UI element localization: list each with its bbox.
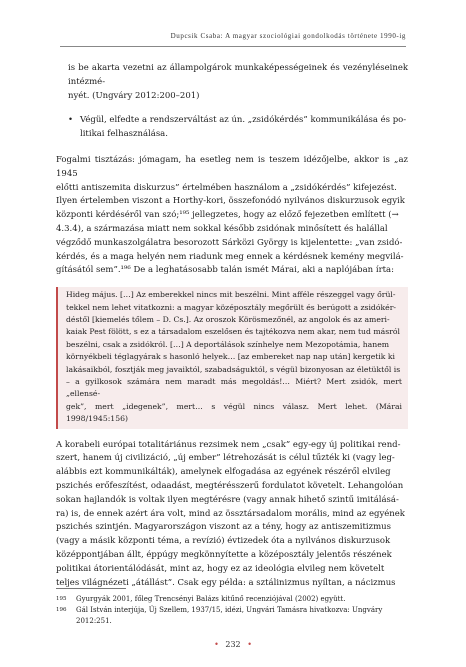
footnotes bbox=[56, 594, 408, 626]
quote-line: – a gyilkosok számára nem maradt más megoldás!… Miért? Mert zsidók, mert „ellensé- bbox=[66, 377, 402, 399]
quote-line: tekkel nem lehet vitatkozni: a magyar középosztály megőrült és berúgott a zsidókér- bbox=[66, 302, 396, 312]
page-number bbox=[0, 640, 466, 649]
text-line: pszichés szintjén. Magyarországon viszont az a tény, hogy az antiszemitizmus bbox=[56, 522, 391, 533]
block-quote bbox=[56, 287, 408, 428]
footnote bbox=[56, 594, 408, 605]
quote-line: környékbeli téglagyárak s hasonló helyek… [az embereket nap nap után] kergetik ki bbox=[66, 352, 396, 362]
footnote-number: 196 bbox=[56, 606, 67, 613]
text-line: Fogalmi tisztázás: jómagam, ha esetleg nem is teszem idézőjelbe, akkor is „az 1945 bbox=[56, 154, 408, 179]
page-number-left-mark: • bbox=[214, 640, 219, 649]
quote-line: déstől [kiemelés tőlem – D. Cs.]. Az oroszok Körösmezőnél, az angolok és az ameri- bbox=[66, 314, 390, 324]
text-line: központi kérdéséről van szó;¹⁹⁵ jellegzetes, hogy az előző fejezetben említett (→ bbox=[56, 210, 399, 221]
text-line: Végül, elfedte a rendszerváltást az ún. „zsidókérdés” kommunikálása és po- bbox=[80, 115, 407, 126]
text-line: teljes világnézeti „átállást”. Csak egy példa: a sztálinizmus nyíltan, a nácizmus bbox=[56, 577, 396, 588]
text-line: végződő munkaszolgálatra besorozott Sárközi György is kijelentette: „van zsidó- bbox=[56, 237, 403, 248]
page-body bbox=[56, 62, 408, 590]
bullet-text bbox=[80, 114, 408, 142]
footnote-text: Gyurgyák 2001, főleg Trencsényi Balázs kitűnő recenziójával (2002) együtt. bbox=[76, 595, 346, 603]
bullet-item bbox=[68, 114, 408, 142]
text-line: előtti antiszemita diskurzus” értelmében használom a „zsidókérdés” kifejezést. bbox=[56, 182, 397, 193]
text-line: 4.3.4), a származása miatt nem sokkal később zsidónak minősített és halállal bbox=[56, 223, 388, 234]
bullet-marker: • bbox=[68, 115, 74, 126]
text-line: pszichés erőfeszítést, odaadást, megtérésszerű fordulatot követelt. Lehangolóan bbox=[56, 481, 404, 492]
body-paragraph bbox=[56, 439, 408, 591]
text-line: litikai felhasználása. bbox=[80, 129, 168, 140]
text-line: nyét. (Ungváry 2012:200–201) bbox=[68, 90, 200, 101]
text-line: Ilyen értelemben viszont a Horthy-kori, összefonódó nyilvános diskurzusok egyik bbox=[56, 196, 405, 207]
text-line: szert, hanem új civilizáció, „új ember” létrehozását is célul tűzték ki (vagy leg- bbox=[56, 453, 395, 464]
body-paragraph bbox=[56, 154, 408, 278]
page-number-value: 232 bbox=[225, 640, 241, 649]
quote-line: beszélni, csak a zsidókról. […] A deportálások színhelye nem Mezopotámia, hanem bbox=[66, 339, 390, 349]
text-line: is be akarta vezetni az állampolgárok munkaképességeinek és vezényléseinek intézmé- bbox=[68, 63, 408, 87]
text-line: gításától sem”.¹⁹⁶ De a leghatásosabb talán ismét Márai, aki a naplójában írta: bbox=[56, 265, 394, 276]
footnote-number: 195 bbox=[56, 596, 67, 602]
text-line: középpontjában állt, éppúgy megkönnyítette a középosztály jelentős részének bbox=[56, 550, 392, 560]
text-line: sokan hajlandók is voltak ilyen megtérésre (vagy annak hihető szintű imitálásá- bbox=[56, 494, 399, 505]
quote-line: lakásaikból, fosztják meg javaiktól, szabadságuktól, s végül bizonyosan az életüktől is bbox=[66, 364, 401, 374]
quote-line: kaiak Pest fölött, s ez a társadalom eszelősen és tajtékozva nem akar, nem tud másról bbox=[66, 327, 400, 337]
quote-line: Hideg május. […] Az emberekkel nincs mit beszélni. Mint afféle részeggel vagy őrül- bbox=[66, 290, 396, 300]
text-line: ra) is, de ennek azért ára volt, mind az össztársadalom morális, mind az egyének bbox=[56, 508, 405, 519]
running-header bbox=[60, 32, 406, 47]
text-line: (vagy a másik központi téma, a revízió) évtizedek óta a nyilvános diskurzusok bbox=[56, 536, 391, 547]
page-number-right-mark: • bbox=[247, 640, 252, 649]
text-line: A korabeli európai totalitáriánus rezsimek nem „csak” egy-egy új politikai rend- bbox=[56, 439, 401, 450]
continued-quote bbox=[68, 62, 408, 103]
quote-line: gek”, mert „idegenek”, mert… s végül nincs válasz. Mert lehet. (Márai 1998/1945:156) bbox=[66, 401, 402, 424]
header-rule bbox=[60, 46, 406, 47]
text-line: politikai átorientálódását, mint az, hogy ez az ideológia elvileg nem követelt bbox=[56, 563, 385, 574]
text-line: alábbis ezt kommunikálták), amelynek elfogadása az egyének részéről elvileg bbox=[56, 467, 391, 478]
footnote-rule bbox=[56, 588, 126, 589]
text-line: kérdés, és a maga helyén nem riadunk meg ennek a kérdésnek kemény megvilá- bbox=[56, 251, 404, 262]
running-title: Dupcsik Csaba: A magyar szociológiai gondolkodás története 1990-ig bbox=[170, 32, 406, 40]
footnote bbox=[56, 605, 408, 627]
footnote-text: Gál István interjúja, Új Szellem, 1937/15, idézi, Ungvári Tamásra hivatkozva: Ungváry 2012:251. bbox=[76, 605, 383, 625]
